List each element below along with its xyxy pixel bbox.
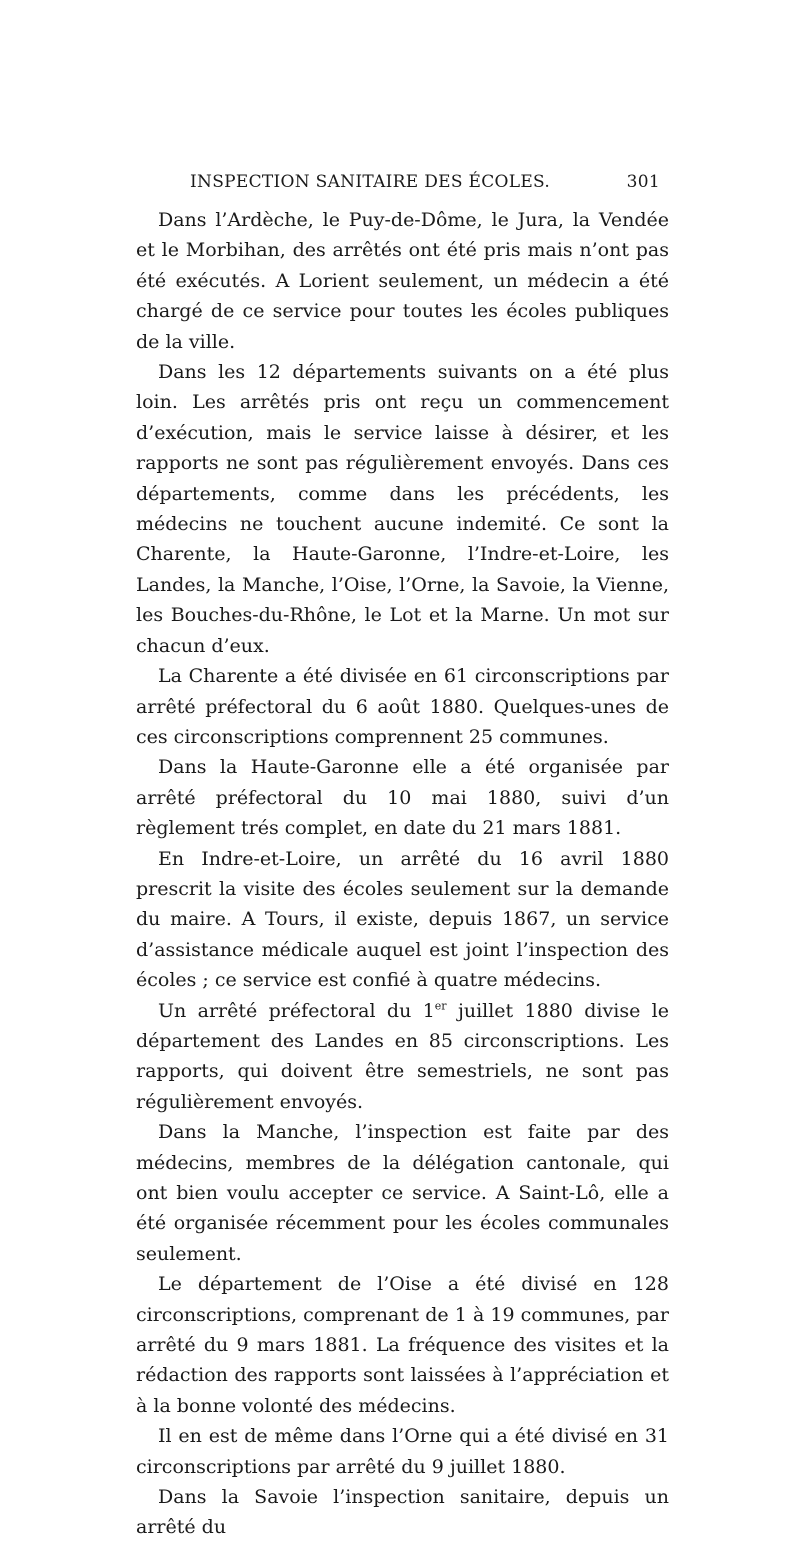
paragraph-orne: Il en est de même dans l’Orne qui a été divisé en 31 circonscriptions par arrêté du 9 juillet 1880. [136, 1425, 669, 1478]
running-head [190, 172, 670, 198]
landes-text-start: Un arrêté préfectoral du 1 [158, 999, 435, 1022]
paragraph-oise: Le département de l’Oise a été divisé en 128 circonscriptions, comprenant de 1 à 19 communes, par arrêté du 9 mars 1881. La fréquence des visites et la rédaction des rapports sont laissées à l’appréciation et à la bonne volonté des médecins. [136, 1273, 669, 1417]
running-title: INSPECTION SANITAIRE DES ÉCOLES. [190, 172, 551, 192]
ordinal-superscript: er [434, 999, 447, 1013]
paragraph-savoie: Dans la Savoie l’inspection sanitaire, depuis un arrêté du [136, 1486, 669, 1539]
landes-text-end: juillet 1880 divise le département des Landes en 85 circonscriptions. Les rapports, qui doivent être semestriels, ne sont pas régulièrement envoyés. [136, 999, 669, 1113]
paragraph-manche: Dans la Manche, l’inspection est faite par des médecins, membres de la délégation cantonale, qui ont bien voulu accepter ce service. A Saint-Lô, elle a été organisée récemment pour les écoles communales seulement. [136, 1121, 669, 1265]
paragraph-charente: La Charente a été divisée en 61 circonscriptions par arrêté préfectoral du 6 août 1880. Quelques-unes de ces circonscriptions comprennent 25 communes. [136, 665, 669, 748]
paragraph-indre-et-loire: En Indre-et-Loire, un arrêté du 16 avril 1880 prescrit la visite des écoles seulement sur la demande du maire. A Tours, il existe, depuis 1867, un service d’assistance médicale auquel est joint l’inspection des écoles ; ce service est confié à quatre médecins. [136, 847, 669, 992]
page-number: 301 [626, 172, 660, 192]
paragraph-landes [136, 996, 669, 1118]
body-text [136, 205, 669, 1543]
paragraph-ardeche: Dans l’Ardèche, le Puy-de-Dôme, le Jura, la Vendée et le Morbihan, des arrêtés ont été pris mais n’ont pas été exécutés. A Lorient seulement, un médecin a été chargé de ce service pour toutes les écoles publiques de la ville. [136, 209, 669, 353]
paragraph-twelve-departments: Dans les 12 départements suivants on a été plus loin. Les arrêtés pris ont reçu un commencement d’exécution, mais le service laisse à désirer, et les rapports ne sont pas régulièrement envoyés. Dans ces départements, comme dans les précédents, les médecins ne touchent aucune indemité. Ce sont la Charente, la Haute-Garonne, l’Indre-et-Loire, les Landes, la Manche, l’Oise, l’Orne, la Savoie, la Vienne, les Bouches-du-Rhône, le Lot et la Marne. Un mot sur chacun d’eux. [136, 361, 669, 657]
paragraph-haute-garonne: Dans la Haute-Garonne elle a été organisée par arrêté préfectoral du 10 mai 1880, suivi d’un règlement trés complet, en date du 21 mars 1881. [136, 756, 669, 840]
